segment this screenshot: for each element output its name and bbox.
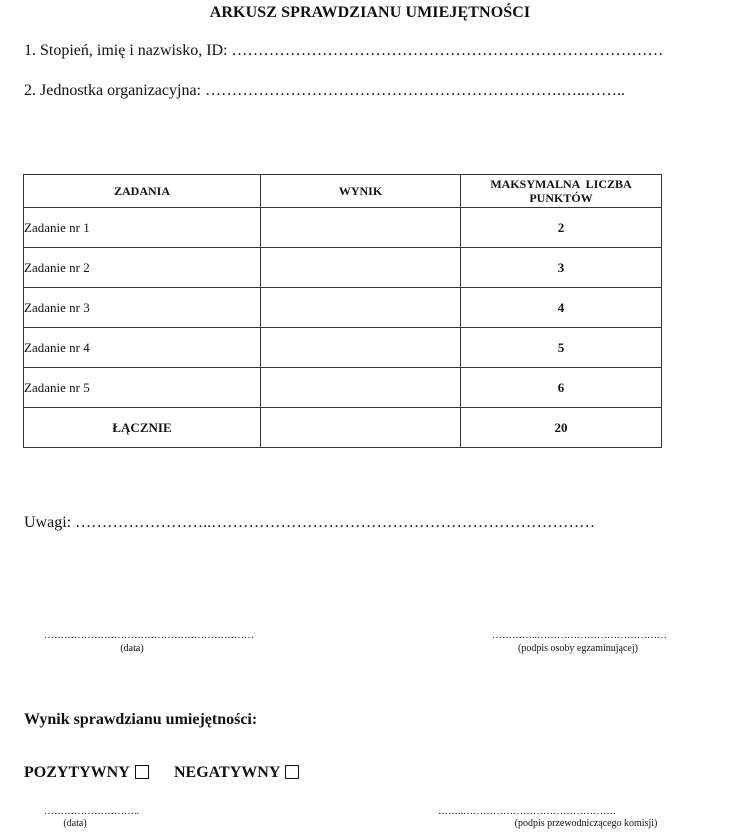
date-signature-line: ………………………………………………………	[44, 630, 254, 641]
examiner-signature-line: …………..…………………………………	[492, 630, 667, 641]
total-max-points: 20	[461, 408, 662, 448]
negative-label: NEGATYWNY	[174, 764, 281, 781]
chair-signature-line: ……..……………………………………….	[438, 806, 616, 817]
table-total-row	[24, 408, 662, 448]
negative-checkbox[interactable]	[285, 765, 299, 779]
header-max-points-line1: MAKSYMALNA LICZBA	[490, 177, 632, 191]
positive-option[interactable]	[24, 764, 149, 782]
header-tasks: ZADANIA	[24, 175, 261, 208]
bottom-date-signature-line: ………………………..	[44, 806, 139, 817]
task-result-cell[interactable]	[261, 288, 461, 328]
table-row	[24, 248, 662, 288]
total-result-cell[interactable]	[261, 408, 461, 448]
positive-checkbox[interactable]	[135, 765, 149, 779]
table-row	[24, 288, 662, 328]
positive-label: POZYTYWNY	[24, 764, 130, 781]
task-name: Zadanie nr 4	[24, 328, 261, 368]
task-name: Zadanie nr 3	[24, 288, 261, 328]
table-row	[24, 368, 662, 408]
field-rank-name-id: 1. Stopień, imię i nazwisko, ID: ………………………………………………………………………	[24, 42, 664, 59]
table-header-row	[24, 175, 662, 208]
task-result-cell[interactable]	[261, 208, 461, 248]
date-caption: (data)	[120, 643, 144, 654]
field-organizational-unit: 2. Jednostka organizacyjna: ………………………………………………………….…..……..	[24, 82, 625, 99]
bottom-date-caption: (data)	[63, 818, 87, 829]
table-row	[24, 328, 662, 368]
header-max-points-line2: PUNKTÓW	[529, 191, 593, 205]
task-max-points: 2	[461, 208, 662, 248]
task-result-cell[interactable]	[261, 328, 461, 368]
total-label: ŁĄCZNIE	[24, 408, 261, 448]
tasks-table	[23, 174, 662, 448]
negative-option[interactable]	[174, 764, 299, 782]
header-max-points	[461, 175, 662, 208]
task-max-points: 3	[461, 248, 662, 288]
task-name: Zadanie nr 2	[24, 248, 261, 288]
task-result-cell[interactable]	[261, 248, 461, 288]
task-name: Zadanie nr 1	[24, 208, 261, 248]
remarks-line: Uwagi: ……………………..………………………………………………………………	[24, 514, 596, 531]
task-max-points: 4	[461, 288, 662, 328]
table-row	[24, 208, 662, 248]
examiner-caption: (podpis osoby egzaminującej)	[518, 643, 638, 654]
document-title: ARKUSZ SPRAWDZIANU UMIEJĘTNOŚCI	[209, 4, 531, 21]
result-heading: Wynik sprawdzianu umiejętności:	[24, 711, 258, 728]
header-result: WYNIK	[261, 175, 461, 208]
task-name: Zadanie nr 5	[24, 368, 261, 408]
task-max-points: 5	[461, 328, 662, 368]
task-max-points: 6	[461, 368, 662, 408]
task-result-cell[interactable]	[261, 368, 461, 408]
chair-caption: (podpis przewodniczącego komisji)	[514, 818, 658, 829]
